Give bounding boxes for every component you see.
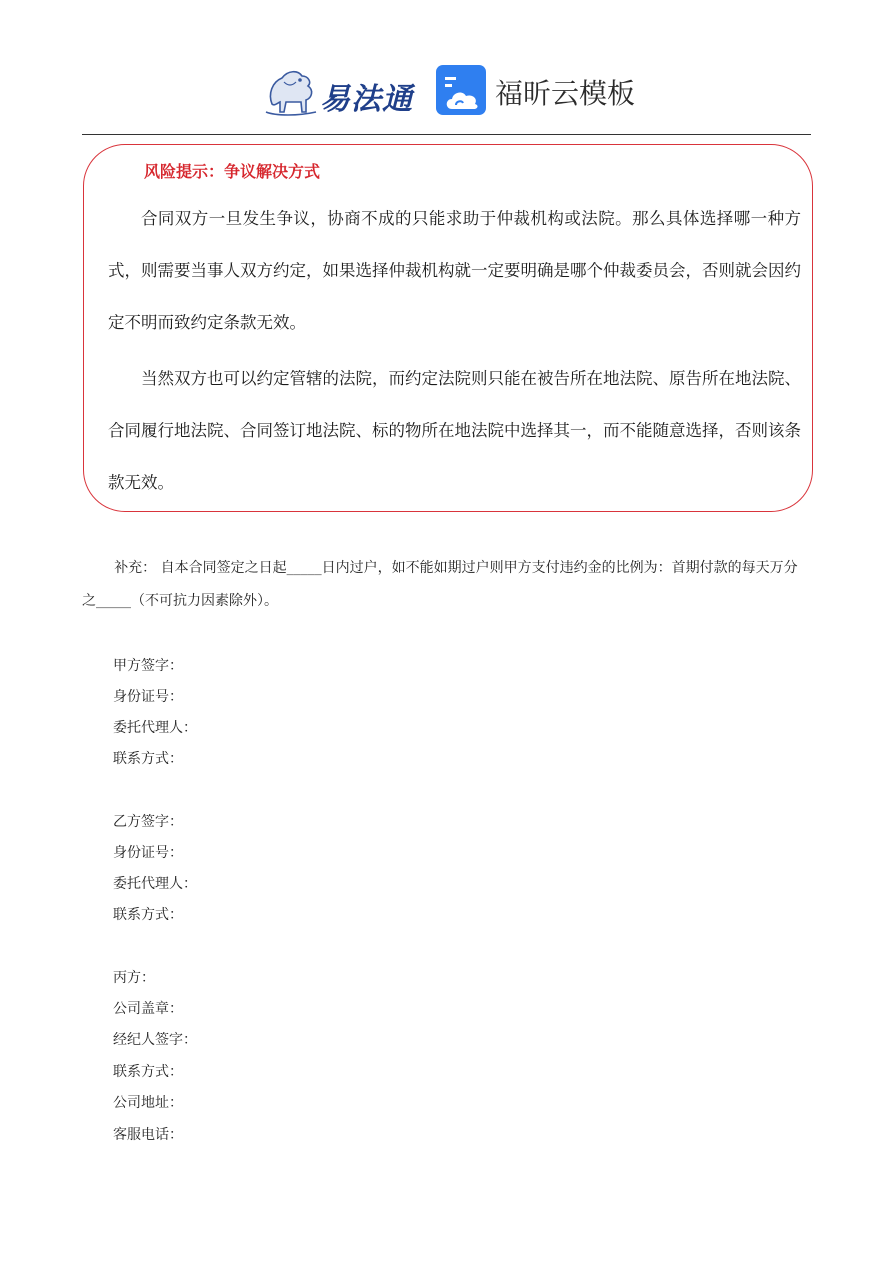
risk-title: 风险提示：争议解决方式 [144,162,321,181]
party-b-signature-line: 乙方签字： [113,814,183,830]
qilin-logo-icon [262,64,320,118]
party-c-address-line: 公司地址： [113,1095,183,1111]
party-c-phone-line: 客服电话： [113,1127,183,1143]
party-c-seal-line: 公司盖章： [113,1001,183,1017]
brand2-name: 福昕云模板 [495,77,636,110]
risk-paragraph-1: 合同双方一旦发生争议，协商不成的只能求助于仲裁机构或法院。那么具体选择哪一种方式，则需要当事人双方约定，如果选择仲裁机构就一定要明确是哪个仲裁委员会，否则就会因约定不明而致约定条款无效。 [108,209,801,332]
party-c-label: 丙方： [113,970,155,986]
header-divider [82,134,811,135]
yifatong-logo [262,64,412,120]
risk-paragraph-2: 当然双方也可以约定管辖的法院，而约定法院则只能在被告所在地法院、原告所在地法院、合同履行地法院、合同签订地法院、标的物所在地法院中选择其一，而不能随意选择，否则该条款无效。 [108,369,801,492]
party-a-signature-line: 甲方签字： [113,658,183,674]
party-a-contact-line: 联系方式： [113,751,183,767]
party-b-id-line: 身份证号： [113,845,183,861]
party-b-agent-line: 委托代理人： [113,876,197,892]
risk-notice-box [83,144,813,512]
party-c-broker-line: 经纪人签字： [113,1032,197,1048]
party-a-id-line: 身份证号： [113,689,183,705]
foxit-cloud-icon [436,65,486,115]
party-b-contact-line: 联系方式： [113,907,183,923]
supplement-clause: 补充： 自本合同签定之日起_____日内过户，如不能如期过户则甲方支付违约金的比例为：首期付款的每天万分之_____（不可抗力因素除外）。 [82,560,798,609]
brand1-name: 易法通 [320,82,413,117]
document-header [0,58,893,124]
party-a-agent-line: 委托代理人： [113,720,197,736]
party-c-contact-line: 联系方式： [113,1064,183,1080]
